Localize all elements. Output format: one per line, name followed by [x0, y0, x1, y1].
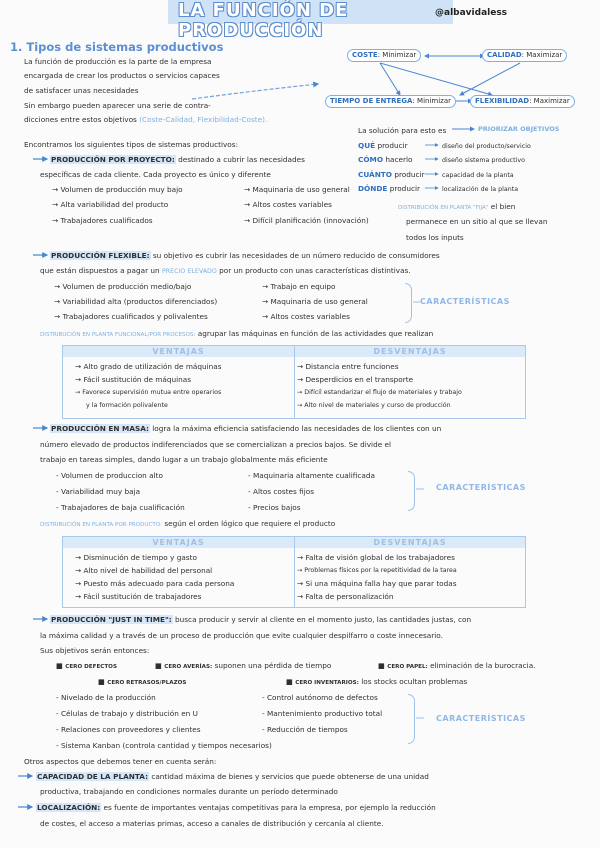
- question-answer: localización de la planta: [442, 186, 519, 193]
- list-item: → Volumen de producción muy bajo: [52, 185, 183, 194]
- characteristics-brace: [405, 283, 412, 323]
- ventaja-item: → Alto nivel de habilidad del personal: [75, 566, 213, 575]
- characteristics-brace: [408, 694, 415, 744]
- masa-line: número elevado de productos indiferenciados que se comercializan a precios bajos. Se divide el: [40, 440, 392, 449]
- jit-objective: ■ CERO PAPEL: eliminación de la burocracia.: [378, 661, 536, 670]
- desventaja-item: → Problemas físicos por la repetitividad de la tarea: [297, 567, 457, 574]
- intro-line: encargada de crear los productos o servicios capaces: [24, 71, 220, 80]
- ventaja-item: → Fácil sustitución de trabajadores: [75, 592, 202, 601]
- question-row: QUÉ producir: [358, 141, 408, 150]
- list-item: → Altos costes variables: [244, 200, 332, 209]
- list-item: → Alta variabilidad del producto: [52, 200, 169, 209]
- jit-line: la máxima calidad y a través de un proceso de producción que evite cualquier despilfarro o coste innecesario.: [40, 631, 443, 640]
- desventaja-item: → Alto nivel de materiales y curso de producción: [297, 402, 451, 409]
- list-item: → Altos costes variables: [262, 312, 350, 321]
- jit-line: Sus objetivos serán entonces:: [40, 646, 150, 655]
- list-item: - Volumen de produccion alto: [56, 471, 163, 480]
- desventaja-item: → Si una máquina falla hay que parar todas: [297, 579, 457, 588]
- proyecto-line: específicas de cada cliente. Cada proyecto es único y diferente: [40, 170, 271, 179]
- capacidad-label: CAPACIDAD DE LA PLANTA:: [37, 772, 148, 781]
- list-item: - Control autónomo de defectos: [262, 693, 378, 702]
- jit-objective: ■ CERO AVERÍAS: suponen una pérdida de tiempo: [155, 661, 332, 670]
- list-item: - Mantenimiento productivo total: [262, 709, 383, 718]
- localizacion-line: LOCALIZACIÓN: es fuente de importantes ventajas competitivas para la empresa, por ejemplo la reducción: [37, 803, 436, 812]
- intro-line: de satisfacer unas necesidades: [24, 86, 139, 95]
- ventaja-item: → Favorece supervisión mutua entre operarios: [75, 389, 222, 396]
- ventaja-item: → Disminución de tiempo y gasto: [75, 553, 197, 562]
- ventaja-item: y la formación polivalente: [86, 402, 168, 409]
- planta-fija-line: permanece en un sitio al que se llevan: [406, 217, 548, 226]
- intro-line: Sin embargo pueden aparecer una serie de contra-: [24, 101, 211, 110]
- proyecto-line: PRODUCCIÓN POR PROYECTO: destinado a cubrir las necesidades: [51, 155, 305, 164]
- desventajas-header: DESVENTAJAS: [295, 537, 525, 548]
- question-answer: capacidad de la planta: [442, 172, 514, 179]
- localizacion-line: de costes, el acceso a materias primas, acceso a canales de distribución y cercanía al cliente.: [40, 819, 384, 828]
- jit-objective: ■ CERO INVENTARIOS: los stocks ocultan problemas: [286, 677, 468, 686]
- desventajas-header: DESVENTAJAS: [295, 346, 525, 357]
- diagram-node-coste: COSTE: Minimizar: [347, 49, 421, 62]
- characteristics-label: CARACTERÍSTICAS: [436, 714, 526, 723]
- ventaja-item: → Alto grado de utilización de máquinas: [75, 362, 222, 371]
- masa-line: PRODUCCIÓN EN MASA: logra la máxima eficiencia satisfaciendo las necesidades de los clientes con un: [51, 424, 442, 433]
- diagram-node-calidad: CALIDAD: Maximizar: [482, 49, 567, 62]
- list-item: - Maquinaria altamente cualificada: [248, 471, 375, 480]
- question-row: CÓMO hacerlo: [358, 155, 413, 164]
- intro-line: La solución para esto es: [358, 126, 447, 135]
- flexible-line: PRODUCCIÓN FLEXIBLE: su objetivo es cubrir las necesidades de un número reducido de consumidores: [51, 251, 440, 260]
- dashed-arrow: [192, 84, 318, 99]
- intro-line: [24, 115, 267, 124]
- page-title: LA FUNCIÓN DE PRODUCCIÓN: [178, 0, 349, 41]
- intro-line: La función de producción es la parte de la empresa: [24, 57, 212, 66]
- ventajas-header: VENTAJAS: [63, 537, 294, 548]
- author-handle: @albavidaless: [435, 8, 508, 18]
- jit-line: PRODUCCIÓN "JUST IN TIME": busca producir y servir al cliente en el momento justo, las cantidades justas, con: [51, 615, 472, 624]
- question-answer: diseño del producto/servicio: [442, 143, 531, 150]
- question-row: CUÁNTO producir: [358, 170, 425, 179]
- ventajas-header: VENTAJAS: [63, 346, 294, 357]
- list-item: - Altos costes fijos: [248, 487, 315, 496]
- diagram-node-tiempo: TIEMPO DE ENTREGA: Minimizar: [325, 95, 456, 108]
- list-item: → Maquinaria de uso general: [262, 297, 368, 306]
- diagram-node-flexibilidad: FLEXIBILIDAD: Maximizar: [470, 95, 575, 108]
- intro-examples: (Coste-Calidad, Flexibilidad-Coste).: [139, 115, 268, 124]
- desventaja-item: → Desperdicios en el transporte: [297, 375, 414, 384]
- jit-objective: ■ CERO DEFECTOS: [56, 661, 117, 670]
- masa-label: PRODUCCIÓN EN MASA:: [51, 424, 149, 433]
- list-item: → Variabilidad alta (productos diferenciados): [54, 297, 218, 306]
- characteristics-label: CARACTERÍSTICAS: [420, 297, 510, 306]
- list-item: → Trabajadores cualificados: [52, 216, 153, 225]
- ventaja-item: → Puesto más adecuado para cada persona: [75, 579, 235, 588]
- jit-label: PRODUCCIÓN "JUST IN TIME":: [51, 615, 172, 624]
- desventaja-item: → Falta de personalización: [297, 592, 394, 601]
- section-heading: 1. Tipos de sistemas productivos: [10, 40, 224, 54]
- question-answer: diseño sistema productivo: [442, 157, 525, 164]
- question-row: DÓNDE producir: [358, 184, 420, 193]
- list-item: - Sistema Kanban (controla cantidad y tiempos necesarios): [56, 741, 272, 750]
- list-item: - Variabilidad muy baja: [56, 487, 141, 496]
- intro-text: dicciones entre estos objetivos: [24, 115, 137, 124]
- proyecto-label: PRODUCCIÓN POR PROYECTO:: [51, 155, 175, 164]
- list-item: - Relaciones con proveedores y clientes: [56, 725, 201, 734]
- desventaja-item: → Distancia entre funciones: [297, 362, 399, 371]
- flexible-line: que están dispuestos a pagar un PRECIO ELEVADO por un producto con unas características distintivas.: [40, 266, 411, 275]
- list-item: - Precios bajos: [248, 503, 301, 512]
- distribution-line: DISTRIBUCIÓN EN PLANTA FUNCIONAL/POR PROCESOS: agrupar las máquinas en función de las actividades que realizan: [40, 329, 434, 338]
- flexible-label: PRODUCCIÓN FLEXIBLE:: [51, 251, 150, 260]
- desventaja-item: → Falta de visión global de los trabajadores: [297, 553, 455, 562]
- list-item: → Trabajo en equipo: [262, 282, 336, 291]
- jit-objective: ■ CERO RETRASOS/PLAZOS: [98, 677, 187, 686]
- diagram-arrow: [460, 63, 520, 95]
- list-item: - Células de trabajo y distribución en U: [56, 709, 198, 718]
- list-item: → Trabajadores cualificados y polivalentes: [54, 312, 208, 321]
- list-item: → Difícil planificación (innovación): [244, 216, 369, 225]
- list-item: - Trabajadores de baja cualificación: [56, 503, 185, 512]
- capacidad-line: CAPACIDAD DE LA PLANTA: cantidad máxima de bienes y servicios que puede obtenerse de una unidad: [37, 772, 429, 781]
- priorizar-label: PRIORIZAR OBJETIVOS: [478, 125, 560, 133]
- planta-fija-line: todos los inputs: [406, 233, 464, 242]
- capacidad-line: productiva, trabajando en condiciones normales durante un período determinado: [40, 787, 338, 796]
- distribution-line: DISTRIBUCIÓN EN PLANTA POR PRODUCTO: según el orden lógico que requiere el producto: [40, 519, 336, 528]
- ventaja-item: → Fácil sustitución de máquinas: [75, 375, 192, 384]
- masa-line: trabajo en tareas simples, dando lugar a un trabajo globalmente más eficiente: [40, 455, 328, 464]
- list-item: → Maquinaria de uso general: [244, 185, 350, 194]
- otros-intro: Otros aspectos que debemos tener en cuenta serán:: [24, 757, 217, 766]
- list-item: - Reducción de tiempos: [262, 725, 348, 734]
- planta-fija-line: DISTRIBUCIÓN EN PLANTA "FIJA" el bien: [398, 202, 516, 211]
- desventaja-item: → Difícil estandarizar el flujo de materiales y trabajo: [297, 389, 462, 396]
- characteristics-brace: [408, 471, 415, 511]
- list-item: → Volumen de producción medio/bajo: [54, 282, 192, 291]
- list-item: - Nivelado de la producción: [56, 693, 156, 702]
- intro-line: Encontramos los siguientes tipos de sistemas productivos:: [24, 140, 239, 149]
- page-title-banner: [168, 0, 453, 41]
- characteristics-label: CARACTERÍSTICAS: [436, 483, 526, 492]
- localizacion-label: LOCALIZACIÓN:: [37, 803, 101, 812]
